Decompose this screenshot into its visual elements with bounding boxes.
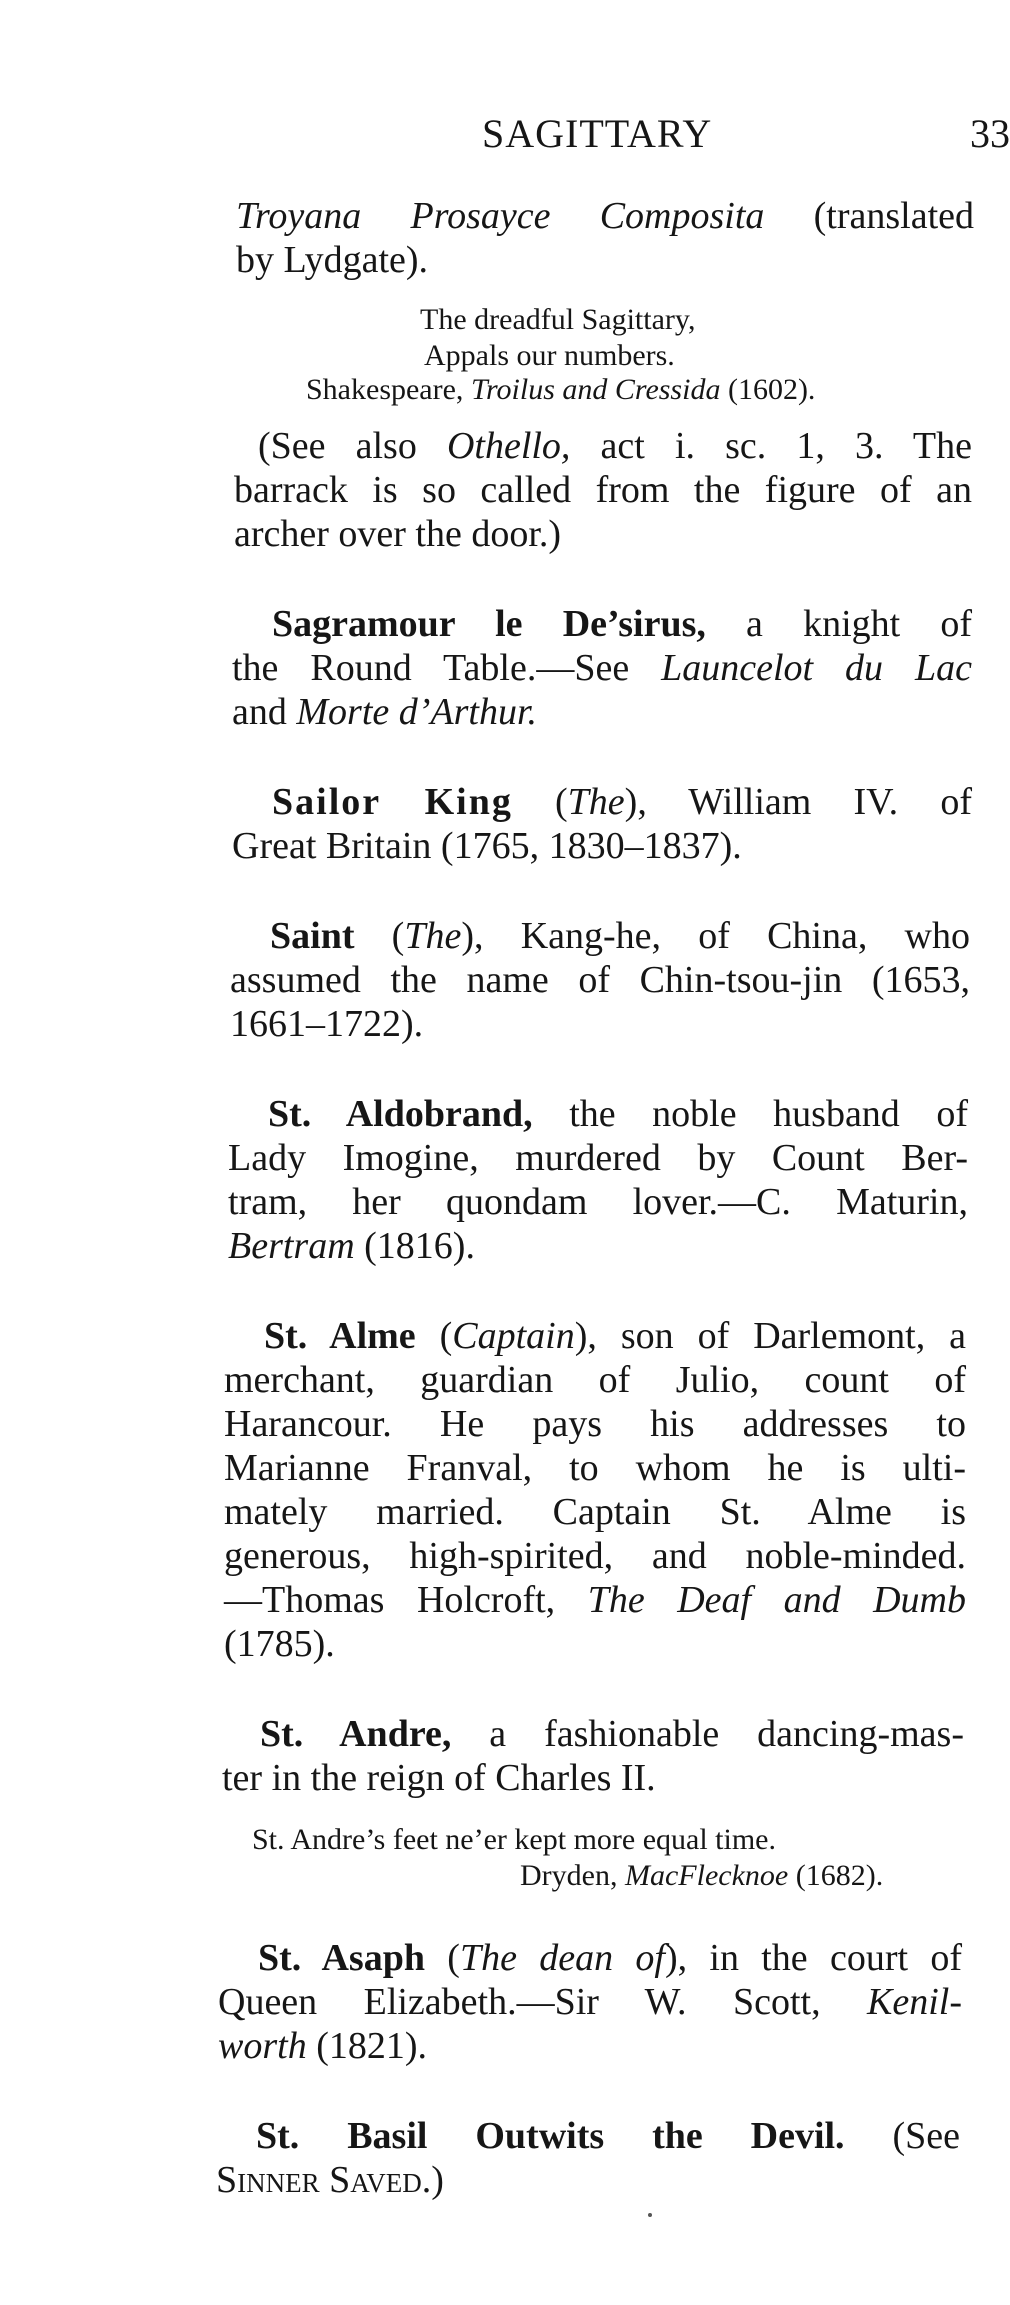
intro-quote-citation: Shakespeare, Troilus and Cressida (1602).: [306, 373, 816, 406]
intro-title: Troyana Prosayce Composita: [236, 195, 765, 237]
entry-alme-line-4: Marianne Franval, to whom he is ulti-: [224, 1447, 966, 1489]
cross-reference-sinner-saved: Sinner Saved.: [216, 2159, 432, 2201]
intro-quote-line-1: The dreadful Sagittary,: [420, 303, 696, 336]
intro-line-2: by Lydgate).: [236, 239, 429, 281]
intro-line-1: Troyana Prosayce Composita (translated: [236, 195, 974, 237]
entry-andre-quote-citation: Dryden, MacFlecknoe (1682).: [520, 1859, 884, 1892]
entry-alme-line-1: St. Alme (Captain), son of Darlemont, a: [264, 1315, 967, 1357]
running-header-title: SAGITTARY: [482, 111, 713, 156]
entry-sagramour-name: Sagramour le De’sirus,: [272, 603, 706, 645]
entry-asaph-line-3: worth (1821).: [218, 2025, 428, 2067]
entry-aldobrand-line-4: Bertram (1816).: [228, 1225, 475, 1267]
page-number: 33: [970, 111, 1010, 156]
entry-saint-line-2: assumed the name of Chin-tsou-jin (1653,: [230, 959, 970, 1001]
entry-alme-name: St. Alme: [264, 1315, 416, 1357]
print-speck: [648, 2213, 652, 2217]
entry-saint-name: Saint: [270, 915, 355, 957]
entry-alme-line-7: —Thomas Holcroft, The Deaf and Dumb: [224, 1579, 966, 1621]
entry-andre-quote: St. Andre’s feet ne’er kept more equal time.: [252, 1823, 776, 1856]
intro-note-line-1: (See also Othello, act i. sc. 1, 3. The: [258, 425, 972, 467]
entry-asaph-line-2: Queen Elizabeth.—Sir W. Scott, Kenil-: [218, 1981, 962, 2023]
entry-andre-line-1: St. Andre, a fashionable dancing-mas-: [260, 1713, 964, 1755]
entry-basil-line-1: St. Basil Outwits the Devil. (See: [256, 2115, 960, 2157]
entry-aldobrand-line-3: tram, her quondam lover.—C. Maturin,: [228, 1181, 968, 1223]
entry-aldobrand-line-2: Lady Imogine, murdered by Count Ber-: [228, 1137, 968, 1179]
entry-alme-line-3: Harancour. He pays his addresses to: [224, 1403, 966, 1445]
entry-basil-name: St. Basil Outwits the Devil.: [256, 2115, 845, 2157]
entry-asaph-line-1: St. Asaph (The dean of), in the court of: [258, 1937, 962, 1979]
entry-sailor-king-name: Sailor King: [272, 781, 513, 823]
entry-basil-line-2: Sinner Saved.): [216, 2159, 444, 2201]
entry-aldobrand-name: St. Aldobrand,: [268, 1093, 533, 1135]
entry-saint-line-1: Saint (The), Kang-he, of China, who: [270, 915, 970, 957]
entry-alme-line-5: mately married. Captain St. Alme is: [224, 1491, 966, 1533]
entry-sailor-king-line-2: Great Britain (1765, 1830–1837).: [232, 825, 742, 867]
entry-andre-line-2: ter in the reign of Charles II.: [222, 1757, 656, 1799]
entry-asaph-name: St. Asaph: [258, 1937, 425, 1979]
entry-sagramour-line-2: the Round Table.—See Launcelot du Lac: [232, 647, 972, 689]
entry-sailor-king-line-1: Sailor King (The), William IV. of: [272, 781, 972, 823]
entry-sagramour-line-3: and Morte d’Arthur.: [232, 691, 538, 733]
entry-andre-name: St. Andre,: [260, 1713, 452, 1755]
entry-alme-line-2: merchant, guardian of Julio, count of: [224, 1359, 966, 1401]
entry-sagramour-line-1: Sagramour le De’sirus, a knight of: [272, 603, 972, 645]
entry-saint-line-3: 1661–1722).: [230, 1003, 424, 1045]
intro-note-line-2: barrack is so called from the figure of an: [234, 469, 972, 511]
intro-note-line-3: archer over the door.): [234, 513, 562, 555]
entry-aldobrand-line-1: St. Aldobrand, the noble husband of: [268, 1093, 969, 1135]
intro-quote-line-2: Appals our numbers.: [424, 339, 675, 372]
entry-alme-line-8: (1785).: [224, 1623, 335, 1665]
entry-alme-line-6: generous, high-spirited, and noble-minded.: [224, 1535, 966, 1577]
